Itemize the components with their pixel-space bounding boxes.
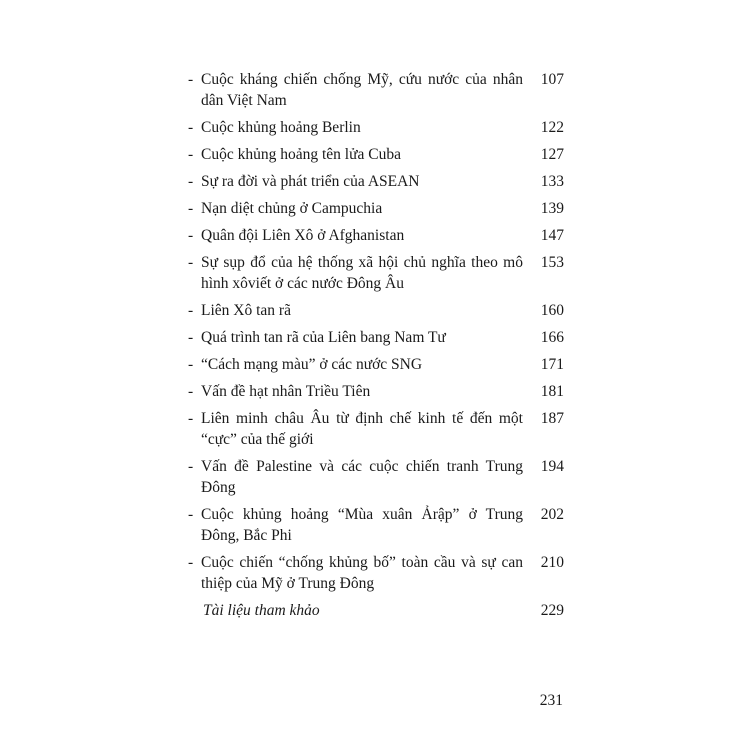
entry-dash: - [188, 410, 194, 427]
toc-entry [188, 171, 564, 192]
entry-title: Vấn đề Palestine và các cuộc chiến tranh Trung Đông [201, 458, 523, 496]
entry-title: Vấn đề hạt nhân Triều Tiên [201, 383, 371, 400]
entry-page: 139 [540, 200, 564, 217]
references-page: 229 [540, 602, 564, 619]
toc-entry [188, 69, 564, 111]
entry-title: Cuộc chiến “chống khủng bố” toàn cầu và sự can thiệp của Mỹ ở Trung Đông [201, 554, 523, 592]
entry-page: 187 [540, 410, 564, 427]
toc-entry-references [188, 600, 564, 621]
toc-entry [188, 327, 564, 348]
toc-entry [188, 354, 564, 375]
entry-dash: - [188, 554, 194, 571]
entry-dash: - [188, 227, 194, 244]
entry-page: 194 [540, 458, 564, 475]
entry-dash: - [188, 200, 194, 217]
entry-page: 166 [540, 329, 564, 346]
toc-entry [188, 300, 564, 321]
entry-page: 147 [540, 227, 564, 244]
entry-title: Nạn diệt chủng ở Campuchia [201, 200, 383, 217]
page-number: 231 [539, 692, 563, 709]
entry-title: Quá trình tan rã của Liên bang Nam Tư [201, 329, 446, 346]
entry-dash: - [188, 302, 194, 319]
table-of-contents [188, 69, 564, 627]
entry-page: 133 [540, 173, 564, 190]
toc-entry [188, 198, 564, 219]
entry-page: 107 [540, 71, 564, 88]
entry-page: 202 [540, 506, 564, 523]
entry-title: “Cách mạng màu” ở các nước SNG [201, 356, 423, 373]
entry-title: Cuộc khủng hoảng Berlin [201, 119, 361, 136]
entry-title: Cuộc khủng hoảng tên lửa Cuba [201, 146, 401, 163]
entry-page: 153 [540, 254, 564, 271]
entry-page: 171 [540, 356, 564, 373]
entry-page: 127 [540, 146, 564, 163]
entry-dash: - [188, 506, 194, 523]
entry-dash: - [188, 383, 194, 400]
toc-entry [188, 144, 564, 165]
entry-page: 181 [540, 383, 564, 400]
toc-entry [188, 381, 564, 402]
entry-title: Liên Xô tan rã [201, 302, 291, 319]
entry-dash: - [188, 356, 194, 373]
toc-entry [188, 117, 564, 138]
toc-entry [188, 408, 564, 450]
toc-entry [188, 504, 564, 546]
entry-page: 122 [540, 119, 564, 136]
toc-entry [188, 225, 564, 246]
toc-entry [188, 552, 564, 594]
entry-title: Liên minh châu Âu từ định chế kinh tế đến một “cực” của thế giới [201, 410, 523, 448]
entry-title: Cuộc khủng hoảng “Mùa xuân Ảrập” ở Trung Đông, Bắc Phi [201, 506, 523, 544]
entry-dash: - [188, 173, 194, 190]
entry-dash: - [188, 71, 194, 88]
entry-title: Sự sụp đổ của hệ thống xã hội chủ nghĩa theo mô hình xôviết ở các nước Đông Âu [201, 254, 523, 292]
references-title: Tài liệu tham khảo [203, 602, 320, 619]
entry-page: 160 [540, 302, 564, 319]
entry-dash: - [188, 119, 194, 136]
entry-title: Sự ra đời và phát triển của ASEAN [201, 173, 420, 190]
entry-dash: - [188, 458, 194, 475]
entry-page: 210 [540, 554, 564, 571]
entry-title: Quân đội Liên Xô ở Afghanistan [201, 227, 405, 244]
entry-title: Cuộc kháng chiến chống Mỹ, cứu nước của nhân dân Việt Nam [201, 71, 523, 109]
toc-entry [188, 252, 564, 294]
entry-dash: - [188, 146, 194, 163]
entry-dash: - [188, 254, 194, 271]
toc-entry [188, 456, 564, 498]
entry-dash: - [188, 329, 194, 346]
